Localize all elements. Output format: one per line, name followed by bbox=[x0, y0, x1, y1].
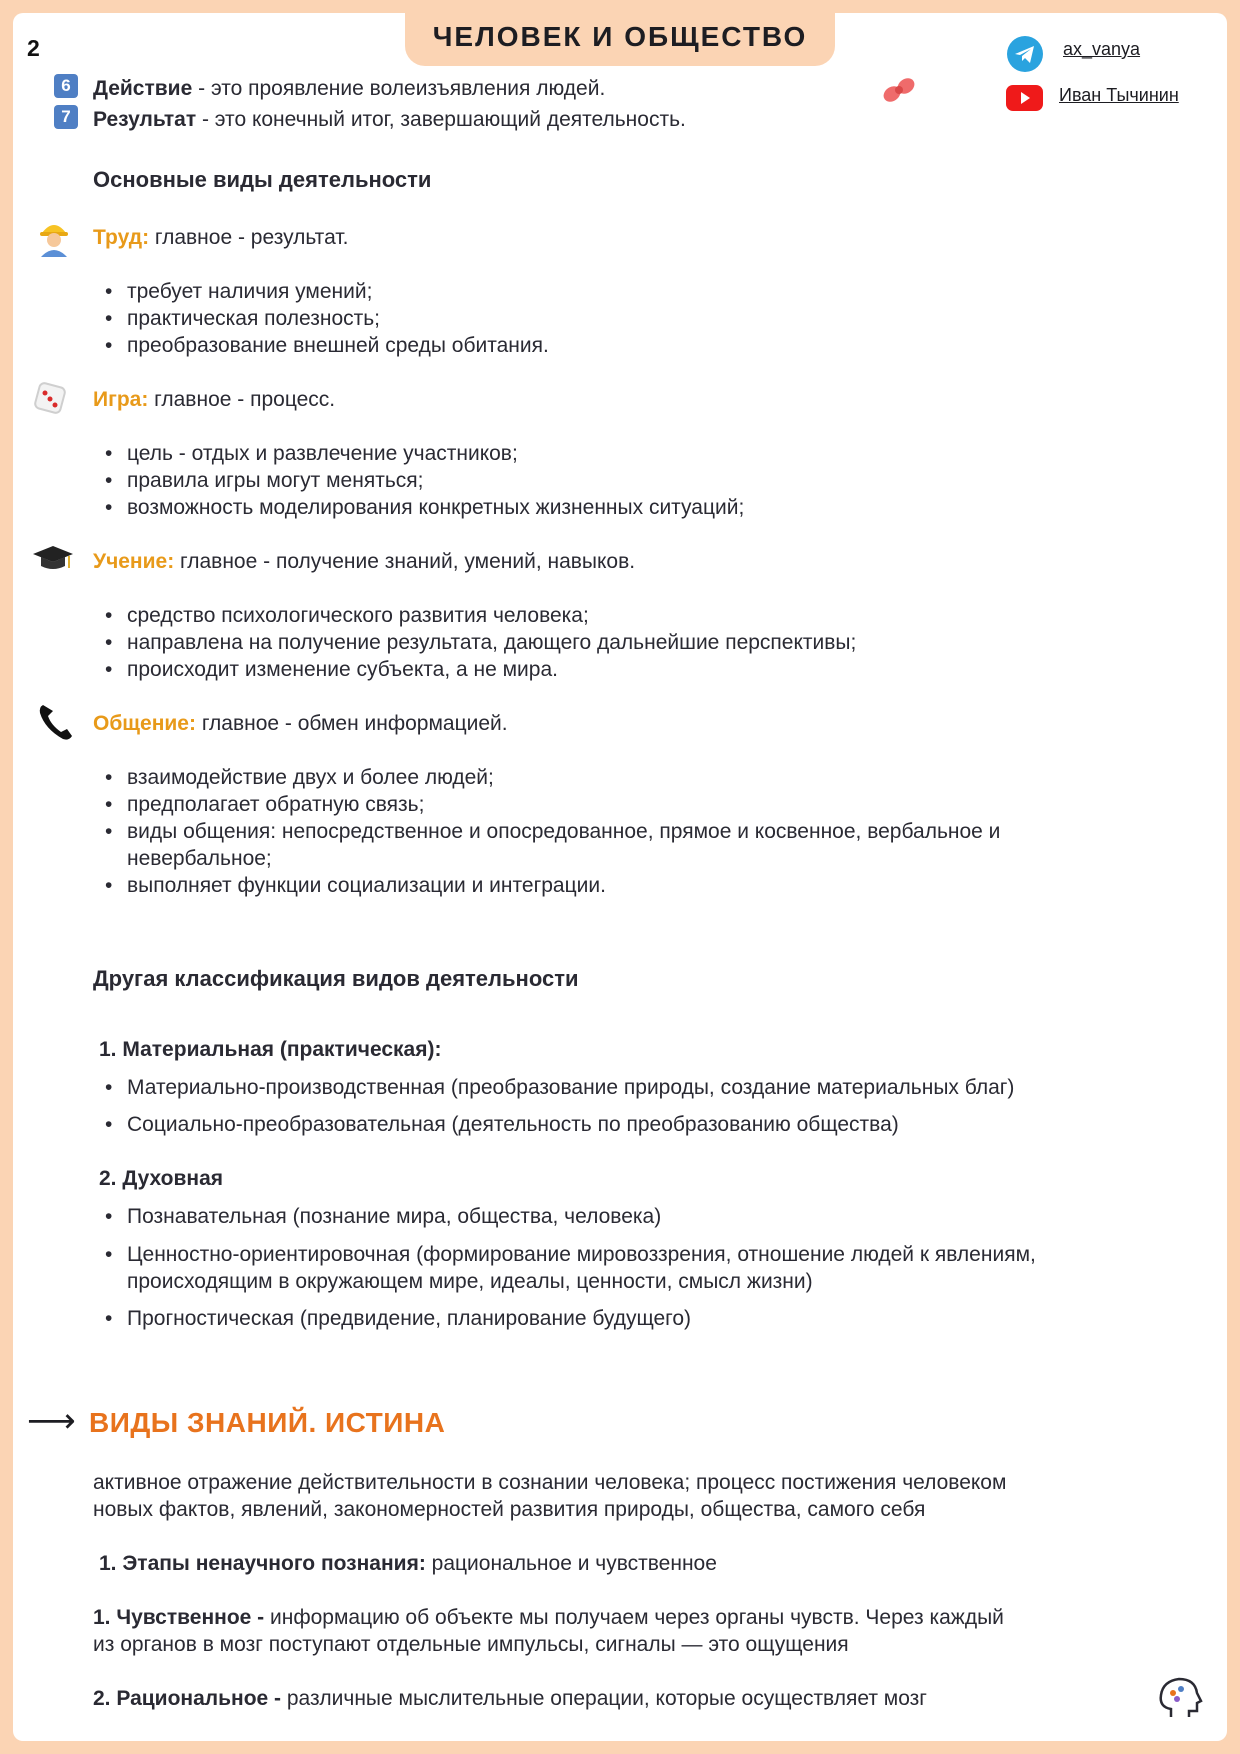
activity-desc: главное - процесс. bbox=[148, 388, 336, 411]
activity-study bbox=[93, 548, 635, 575]
list-item: • практическая полезность; bbox=[127, 305, 380, 332]
definition-term: Результат bbox=[93, 108, 197, 131]
definition-result bbox=[93, 106, 686, 133]
activity-name: Игра: bbox=[93, 388, 149, 411]
list-item-continuation: происходящим в окружающем мире, идеалы, ценности, смысл жизни) bbox=[127, 1270, 813, 1293]
rational-line bbox=[93, 1685, 927, 1712]
section-title: ВИДЫ ЗНАНИЙ. ИСТИНА bbox=[89, 1407, 446, 1438]
knowledge-intro-line: новых фактов, явлений, закономерностей развития природы, общества, самого себя bbox=[93, 1498, 926, 1521]
group-title-spiritual: 2. Духовная bbox=[99, 1167, 224, 1190]
list-item: • Познавательная (познание мира, общества, человека) bbox=[127, 1203, 661, 1230]
sensory-line-2: из органов в мозг поступают отдельные импульсы, сигналы — это ощущения bbox=[93, 1633, 849, 1656]
telegram-icon[interactable] bbox=[1007, 36, 1043, 72]
list-item: • Материально-производственная (преобразование природы, создание материальных благ) bbox=[127, 1074, 1014, 1101]
definition-action bbox=[93, 75, 605, 102]
number-7-icon: 7 bbox=[54, 105, 78, 129]
stages-line bbox=[99, 1550, 717, 1577]
page-title: ЧЕЛОВЕК И ОБЩЕСТВО bbox=[405, 0, 835, 66]
stages-title: 1. Этапы ненаучного познания: bbox=[99, 1552, 426, 1575]
dice-icon bbox=[31, 379, 69, 422]
list-item: • Социально-преобразовательная (деятельность по преобразованию общества) bbox=[127, 1111, 899, 1138]
activity-name: Общение: bbox=[93, 712, 196, 735]
stages-text: рациональное и чувственное bbox=[425, 1552, 717, 1575]
group-title-material: 1. Материальная (практическая): bbox=[99, 1038, 442, 1061]
telegram-link[interactable]: ax_vanya bbox=[1063, 39, 1141, 59]
page-number: 2 bbox=[27, 35, 40, 61]
youtube-icon[interactable] bbox=[1006, 85, 1043, 111]
worker-icon bbox=[37, 219, 71, 262]
list-item: • средство психологического развития человека; bbox=[127, 602, 589, 629]
page bbox=[13, 13, 1227, 1741]
activity-game bbox=[93, 386, 335, 413]
list-item: • возможность моделирования конкретных жизненных ситуаций; bbox=[127, 494, 744, 521]
activity-desc: главное - обмен информацией. bbox=[195, 712, 508, 735]
list-item: • виды общения: непосредственное и опосредованное, прямое и косвенное, вербальное и bbox=[127, 818, 1000, 845]
list-item: • предполагает обратную связь; bbox=[127, 791, 424, 818]
list-item: • Прогностическая (предвидение, планирование будущего) bbox=[127, 1305, 691, 1332]
youtube-link[interactable]: Иван Тычинин bbox=[1059, 85, 1179, 105]
activity-communication bbox=[93, 710, 508, 737]
main-types-heading: Основные виды деятельности bbox=[93, 167, 432, 192]
list-item: • выполняет функции социализации и интеграции. bbox=[127, 872, 606, 899]
number-6-icon: 6 bbox=[54, 74, 78, 98]
definition-text: - это проявление волеизъявления людей. bbox=[192, 77, 606, 100]
activity-name: Труд: bbox=[93, 226, 150, 249]
list-item: • правила игры могут меняться; bbox=[127, 467, 423, 494]
list-item: • преобразование внешней среды обитания. bbox=[127, 332, 549, 359]
list-item: • Ценностно-ориентировочная (формирование мировоззрения, отношение людей к явлениям, bbox=[127, 1241, 1036, 1268]
list-item: • направлена на получение результата, дающего дальнейшие перспективы; bbox=[127, 629, 856, 656]
list-item: • требует наличия умений; bbox=[127, 278, 372, 305]
brain-logo-icon bbox=[1153, 1673, 1205, 1728]
knowledge-intro-line: активное отражение действительности в сознании человека; процесс постижения человеком bbox=[93, 1471, 1007, 1494]
sensory-title: 1. Чувственное - bbox=[93, 1606, 265, 1629]
graduation-cap-icon bbox=[31, 542, 75, 579]
sensory-line bbox=[93, 1604, 1004, 1631]
activity-labor bbox=[93, 224, 348, 251]
definition-text: - это конечный итог, завершающий деятельность. bbox=[196, 108, 686, 131]
list-item-continuation: невербальное; bbox=[127, 847, 272, 870]
activity-desc: главное - результат. bbox=[149, 226, 349, 249]
list-item: • цель - отдых и развлечение участников; bbox=[127, 440, 518, 467]
arrow-right-icon: ⟶ bbox=[27, 1402, 76, 1440]
activity-desc: главное - получение знаний, умений, навыков. bbox=[174, 550, 636, 573]
bow-icon bbox=[879, 73, 919, 114]
sensory-text: информацию об объекте мы получаем через органы чувств. Через каждый bbox=[264, 1606, 1004, 1629]
definition-term: Действие bbox=[93, 77, 193, 100]
activity-name: Учение: bbox=[93, 550, 175, 573]
list-item: • происходит изменение субъекта, а не мира. bbox=[127, 656, 558, 683]
phone-icon bbox=[37, 701, 75, 748]
other-classification-heading: Другая классификация видов деятельности bbox=[93, 966, 579, 991]
rational-text: различные мыслительные операции, которые осуществляет мозг bbox=[281, 1687, 927, 1710]
rational-title: 2. Рациональное - bbox=[93, 1687, 282, 1710]
list-item: • взаимодействие двух и более людей; bbox=[127, 764, 494, 791]
